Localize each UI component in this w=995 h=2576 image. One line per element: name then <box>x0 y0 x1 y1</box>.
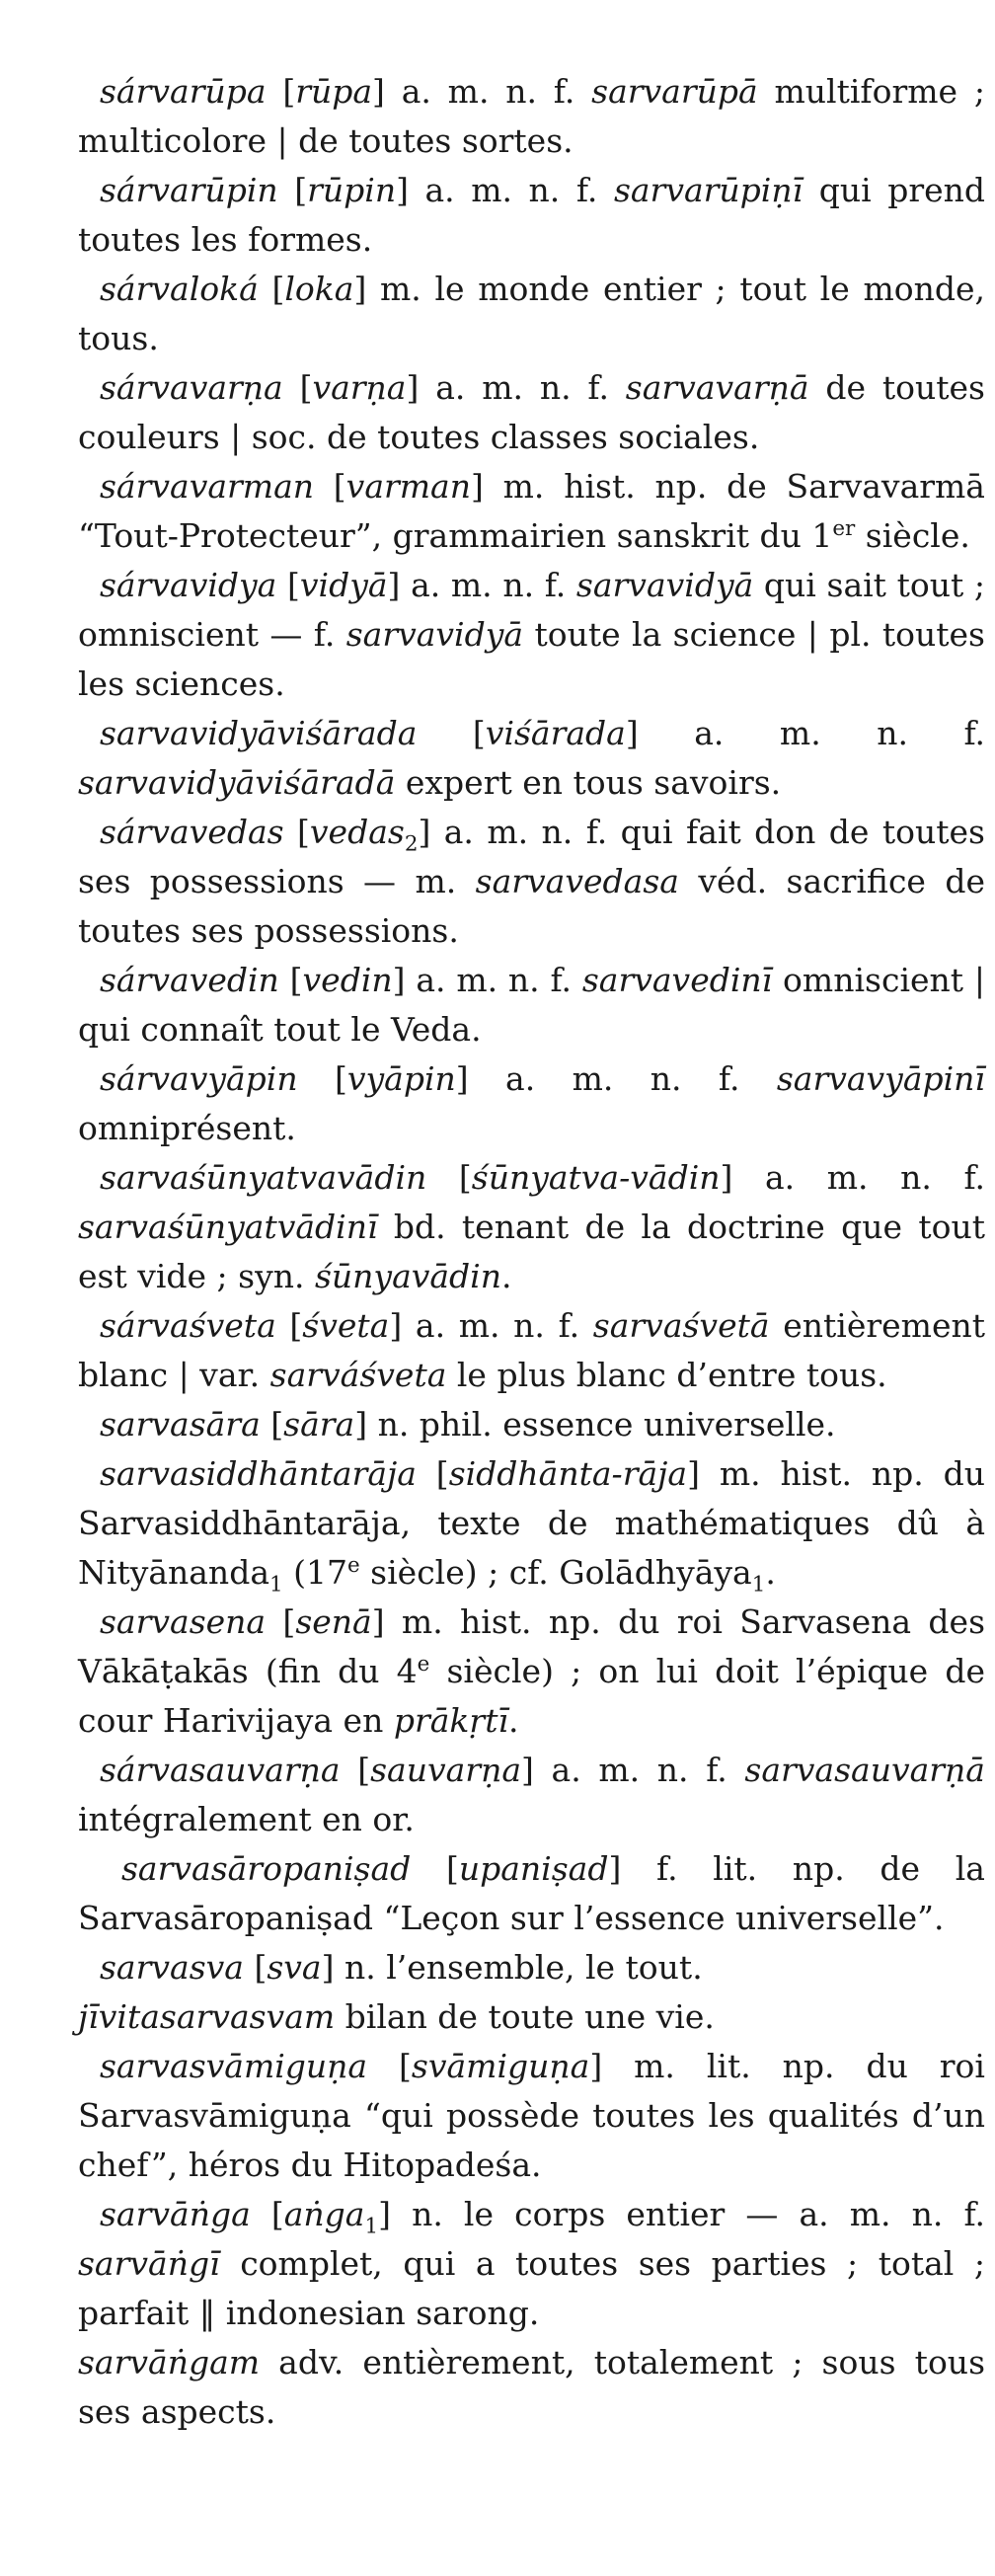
dictionary-entry <box>78 1301 985 1400</box>
sanskrit-term: loka <box>284 270 354 308</box>
dictionary-entry <box>78 67 985 166</box>
dictionary-entry <box>78 265 985 363</box>
definition-text: [ <box>367 2047 412 2085</box>
definition-text: bilan de toute une vie. <box>335 1997 715 2036</box>
definition-text: [ <box>411 1849 459 1888</box>
dictionary-entry <box>78 956 985 1054</box>
definition-text: ] a. m. n. f. <box>389 1306 593 1345</box>
dictionary-entry <box>78 561 985 709</box>
sanskrit-term: sarvaśvetā <box>592 1306 770 1345</box>
sanskrit-term: vedin <box>302 961 393 999</box>
headword: jīvitasarvasvam <box>78 1997 336 2036</box>
definition-text: ] a. m. n. f. <box>720 1158 985 1197</box>
definition-text: complet, qui a toutes ses parties ; total ; parfait ‖ indonesian sarong. <box>78 2244 985 2332</box>
definition-text: omniprésent. <box>78 1109 296 1147</box>
sanskrit-term: sauvarṇa <box>370 1751 522 1789</box>
sanskrit-term: sarvāṅgī <box>78 2244 220 2283</box>
dictionary-entry <box>78 1844 985 1943</box>
headword: sarvavidyāviśārada <box>100 714 418 752</box>
definition-text: omniscient | qui connaît tout le Veda. <box>78 961 985 1049</box>
definition-text: intégralement en or. <box>78 1800 415 1838</box>
headword: sárvavarman <box>100 467 315 506</box>
headword: sárvavedas <box>100 813 284 851</box>
definition-text: ] m. lit. np. du roi Sarvasvāmiguṇa “qui possède toutes les qualités d’un chef”, héros du Hitopadeśa. <box>78 2047 985 2184</box>
headword: sarvaśūnyatvavādin <box>100 1158 427 1197</box>
dictionary-entry <box>78 2190 985 2338</box>
definition-text: ] a. m. n. f. qui fait don de toutes ses possessions — m. <box>78 813 985 900</box>
definition-text: [ <box>426 1158 472 1197</box>
definition-text: siècle. <box>855 516 970 555</box>
dictionary-entry <box>78 1992 985 2042</box>
definition-text: ] m. hist. np. du Sarvasiddhāntarāja, texte de mathématiques dû à Nityānanda <box>78 1454 985 1592</box>
subscript-index: 1 <box>364 2214 379 2239</box>
definition-text: [ <box>417 714 486 752</box>
definition-text: bd. tenant de la doctrine que tout est vide ; syn. <box>78 1208 985 1295</box>
sanskrit-term: vedas <box>309 813 405 851</box>
sanskrit-term: sarvasauvarṇā <box>744 1751 985 1789</box>
definition-text: [ <box>258 270 285 308</box>
definition-text: ] a. m. n. f. <box>396 171 614 209</box>
headword: sarvasiddhāntarāja <box>100 1454 417 1493</box>
subscript-index: 2 <box>404 831 419 857</box>
sanskrit-term: śūnyavādin <box>314 1257 501 1295</box>
definition-text: [ <box>416 1454 449 1493</box>
definition-text: [ <box>282 368 313 407</box>
sanskrit-term: śūnyatva-vādin <box>471 1158 721 1197</box>
definition-text: ] a. m. n. f. <box>372 72 592 111</box>
definition-text: [ <box>266 72 296 111</box>
sanskrit-term: sarvavyāpinī <box>776 1059 985 1098</box>
headword: sárvaloká <box>100 270 259 308</box>
sanskrit-term: upaniṣad <box>458 1849 609 1888</box>
sanskrit-term: śveta <box>302 1306 390 1345</box>
definition-text: [ <box>340 1751 371 1789</box>
definition-text: siècle) ; on lui doit l’épique de cour Harivijaya en <box>78 1652 986 1740</box>
sanskrit-term: sarvavedinī <box>581 961 773 999</box>
definition-text: ] m. hist. np. de Sarvavarmā “Tout-Protecteur”, grammairien sanskrit du 1 <box>78 467 985 555</box>
definition-text: siècle) ; cf. Golādhyāya <box>359 1553 752 1592</box>
definition-text: ] a. m. n. f. <box>406 368 626 407</box>
sanskrit-term: sarvarūpā <box>591 72 758 111</box>
sanskrit-term: rūpin <box>307 171 397 209</box>
headword: sarvasvāmiguṇa <box>100 2047 368 2085</box>
definition-text: ] n. le corps entier — a. m. n. f. <box>378 2195 985 2233</box>
definition-text: qui prend toutes les formes. <box>78 171 985 259</box>
subscript-index: 1 <box>751 1572 766 1598</box>
definition-text: le plus blanc d’entre tous. <box>446 1356 887 1394</box>
sanskrit-term: viśārada <box>485 714 626 752</box>
dictionary-entry <box>78 1449 985 1598</box>
definition-text: expert en tous savoirs. <box>395 763 782 802</box>
dictionary-entry <box>78 1400 985 1449</box>
definition-text: [ <box>278 961 303 999</box>
superscript: er <box>832 516 856 541</box>
definition-text: multiforme ; multicolore | de toutes sortes. <box>78 72 985 160</box>
sanskrit-term: sarvavidyāviśāradā <box>78 763 396 802</box>
headword: sárvavarṇa <box>100 368 283 407</box>
subscript-index: 1 <box>269 1572 283 1598</box>
dictionary-entry <box>78 1943 985 1992</box>
sanskrit-term: sāra <box>283 1405 355 1444</box>
headword: sarvasāra <box>100 1405 261 1444</box>
dictionary-entry <box>78 363 985 462</box>
superscript: e <box>417 1652 430 1677</box>
definition-text: [ <box>314 467 346 506</box>
dictionary-entry <box>78 1054 985 1153</box>
headword: sarvāṅgam <box>78 2343 261 2381</box>
sanskrit-term: sarvavidyā <box>575 566 754 604</box>
headword: sárvaśveta <box>100 1306 276 1345</box>
headword: sarvasva <box>100 1948 244 1987</box>
sanskrit-term: sarváśveta <box>269 1356 447 1394</box>
definition-text: ] a. m. n. f. <box>387 566 576 604</box>
definition-text: [ <box>260 1405 284 1444</box>
superscript: e <box>347 1553 360 1578</box>
definition-text: [ <box>250 2195 284 2233</box>
definition-text: [ <box>277 171 308 209</box>
sanskrit-term: sva <box>267 1948 322 1987</box>
sanskrit-term: sarvavidyā <box>345 615 524 654</box>
sanskrit-term: rūpa <box>295 72 373 111</box>
dictionary-entry <box>78 2338 985 2437</box>
definition-text: toute la science | pl. toutes les sciences. <box>78 615 985 703</box>
sanskrit-term: sarvavarṇā <box>625 368 809 407</box>
headword: sarvasena <box>100 1602 267 1641</box>
definition-text: . <box>765 1553 776 1592</box>
sanskrit-term: sarvaśūnyatvādinī <box>78 1208 378 1246</box>
definition-text: de toutes couleurs | soc. de toutes classes sociales. <box>78 368 985 456</box>
definition-text: [ <box>266 1602 296 1641</box>
definition-text: ] a. m. n. f. <box>455 1059 777 1098</box>
definition-text: [ <box>283 813 310 851</box>
dictionary-entry <box>78 808 985 956</box>
dictionary-entry <box>78 462 985 561</box>
definition-text: ] m. le monde entier ; tout le monde, tous. <box>78 270 985 357</box>
headword: sarvasāropaniṣad <box>121 1849 412 1888</box>
definition-text: ] a. m. n. f. <box>392 961 582 999</box>
definition-text: [ <box>297 1059 347 1098</box>
definition-text: véd. sacrifice de toutes ses possessions. <box>78 862 986 950</box>
dictionary-entry <box>78 709 985 808</box>
sanskrit-term: vyāpin <box>346 1059 456 1098</box>
sanskrit-term: siddhānta-rāja <box>448 1454 688 1493</box>
headword: sárvavyāpin <box>100 1059 298 1098</box>
definition-text: qui sait tout ; omniscient — f. <box>78 566 986 654</box>
definition-text: adv. entièrement, totalement ; sous tous ses aspects. <box>78 2343 985 2431</box>
definition-text: [ <box>275 1306 303 1345</box>
definition-text: ] a. m. n. f. <box>625 714 985 752</box>
definition-text: [ <box>243 1948 268 1987</box>
sanskrit-term: sarvavedasa <box>475 862 679 900</box>
dictionary-entry <box>78 166 985 265</box>
headword: sárvarūpa <box>100 72 267 111</box>
sanskrit-term: vidyā <box>299 566 388 604</box>
sanskrit-term: senā <box>295 1602 372 1641</box>
definition-text: ] f. lit. np. de la Sarvasāropaniṣad “Leçon sur l’essence universelle”. <box>78 1849 985 1937</box>
definition-text: entièrement blanc | var. <box>78 1306 985 1394</box>
headword: sárvavedin <box>100 961 279 999</box>
definition-text: ] a. m. n. f. <box>521 1751 745 1789</box>
definition-text: . <box>508 1701 519 1740</box>
headword: sarvāṅga <box>100 2195 251 2233</box>
dictionary-entry <box>78 2042 985 2190</box>
definition-text: (17 <box>282 1553 347 1592</box>
definition-text: ] m. hist. np. du roi Sarvasena des Vākāṭakās (fin du 4 <box>78 1602 985 1690</box>
definition-text: [ <box>276 566 300 604</box>
definition-text: . <box>501 1257 512 1295</box>
sanskrit-term: sarvarūpiṇī <box>613 171 804 209</box>
headword: sárvarūpin <box>100 171 278 209</box>
sanskrit-term: svāmiguṇa <box>411 2047 590 2085</box>
sanskrit-term: aṅga <box>283 2195 365 2233</box>
definition-text: ] n. phil. essence universelle. <box>354 1405 836 1444</box>
sanskrit-term: varman <box>345 467 471 506</box>
dictionary-entry <box>78 1598 985 1746</box>
dictionary-entry <box>78 1746 985 1844</box>
dictionary-entry <box>78 1153 985 1301</box>
sanskrit-term: varṇa <box>312 368 407 407</box>
headword: sárvasauvarṇa <box>100 1751 341 1789</box>
definition-text: ] n. l’ensemble, le tout. <box>321 1948 703 1987</box>
sanskrit-term: prākṛtī <box>393 1701 509 1740</box>
headword: sárvavidya <box>100 566 277 604</box>
